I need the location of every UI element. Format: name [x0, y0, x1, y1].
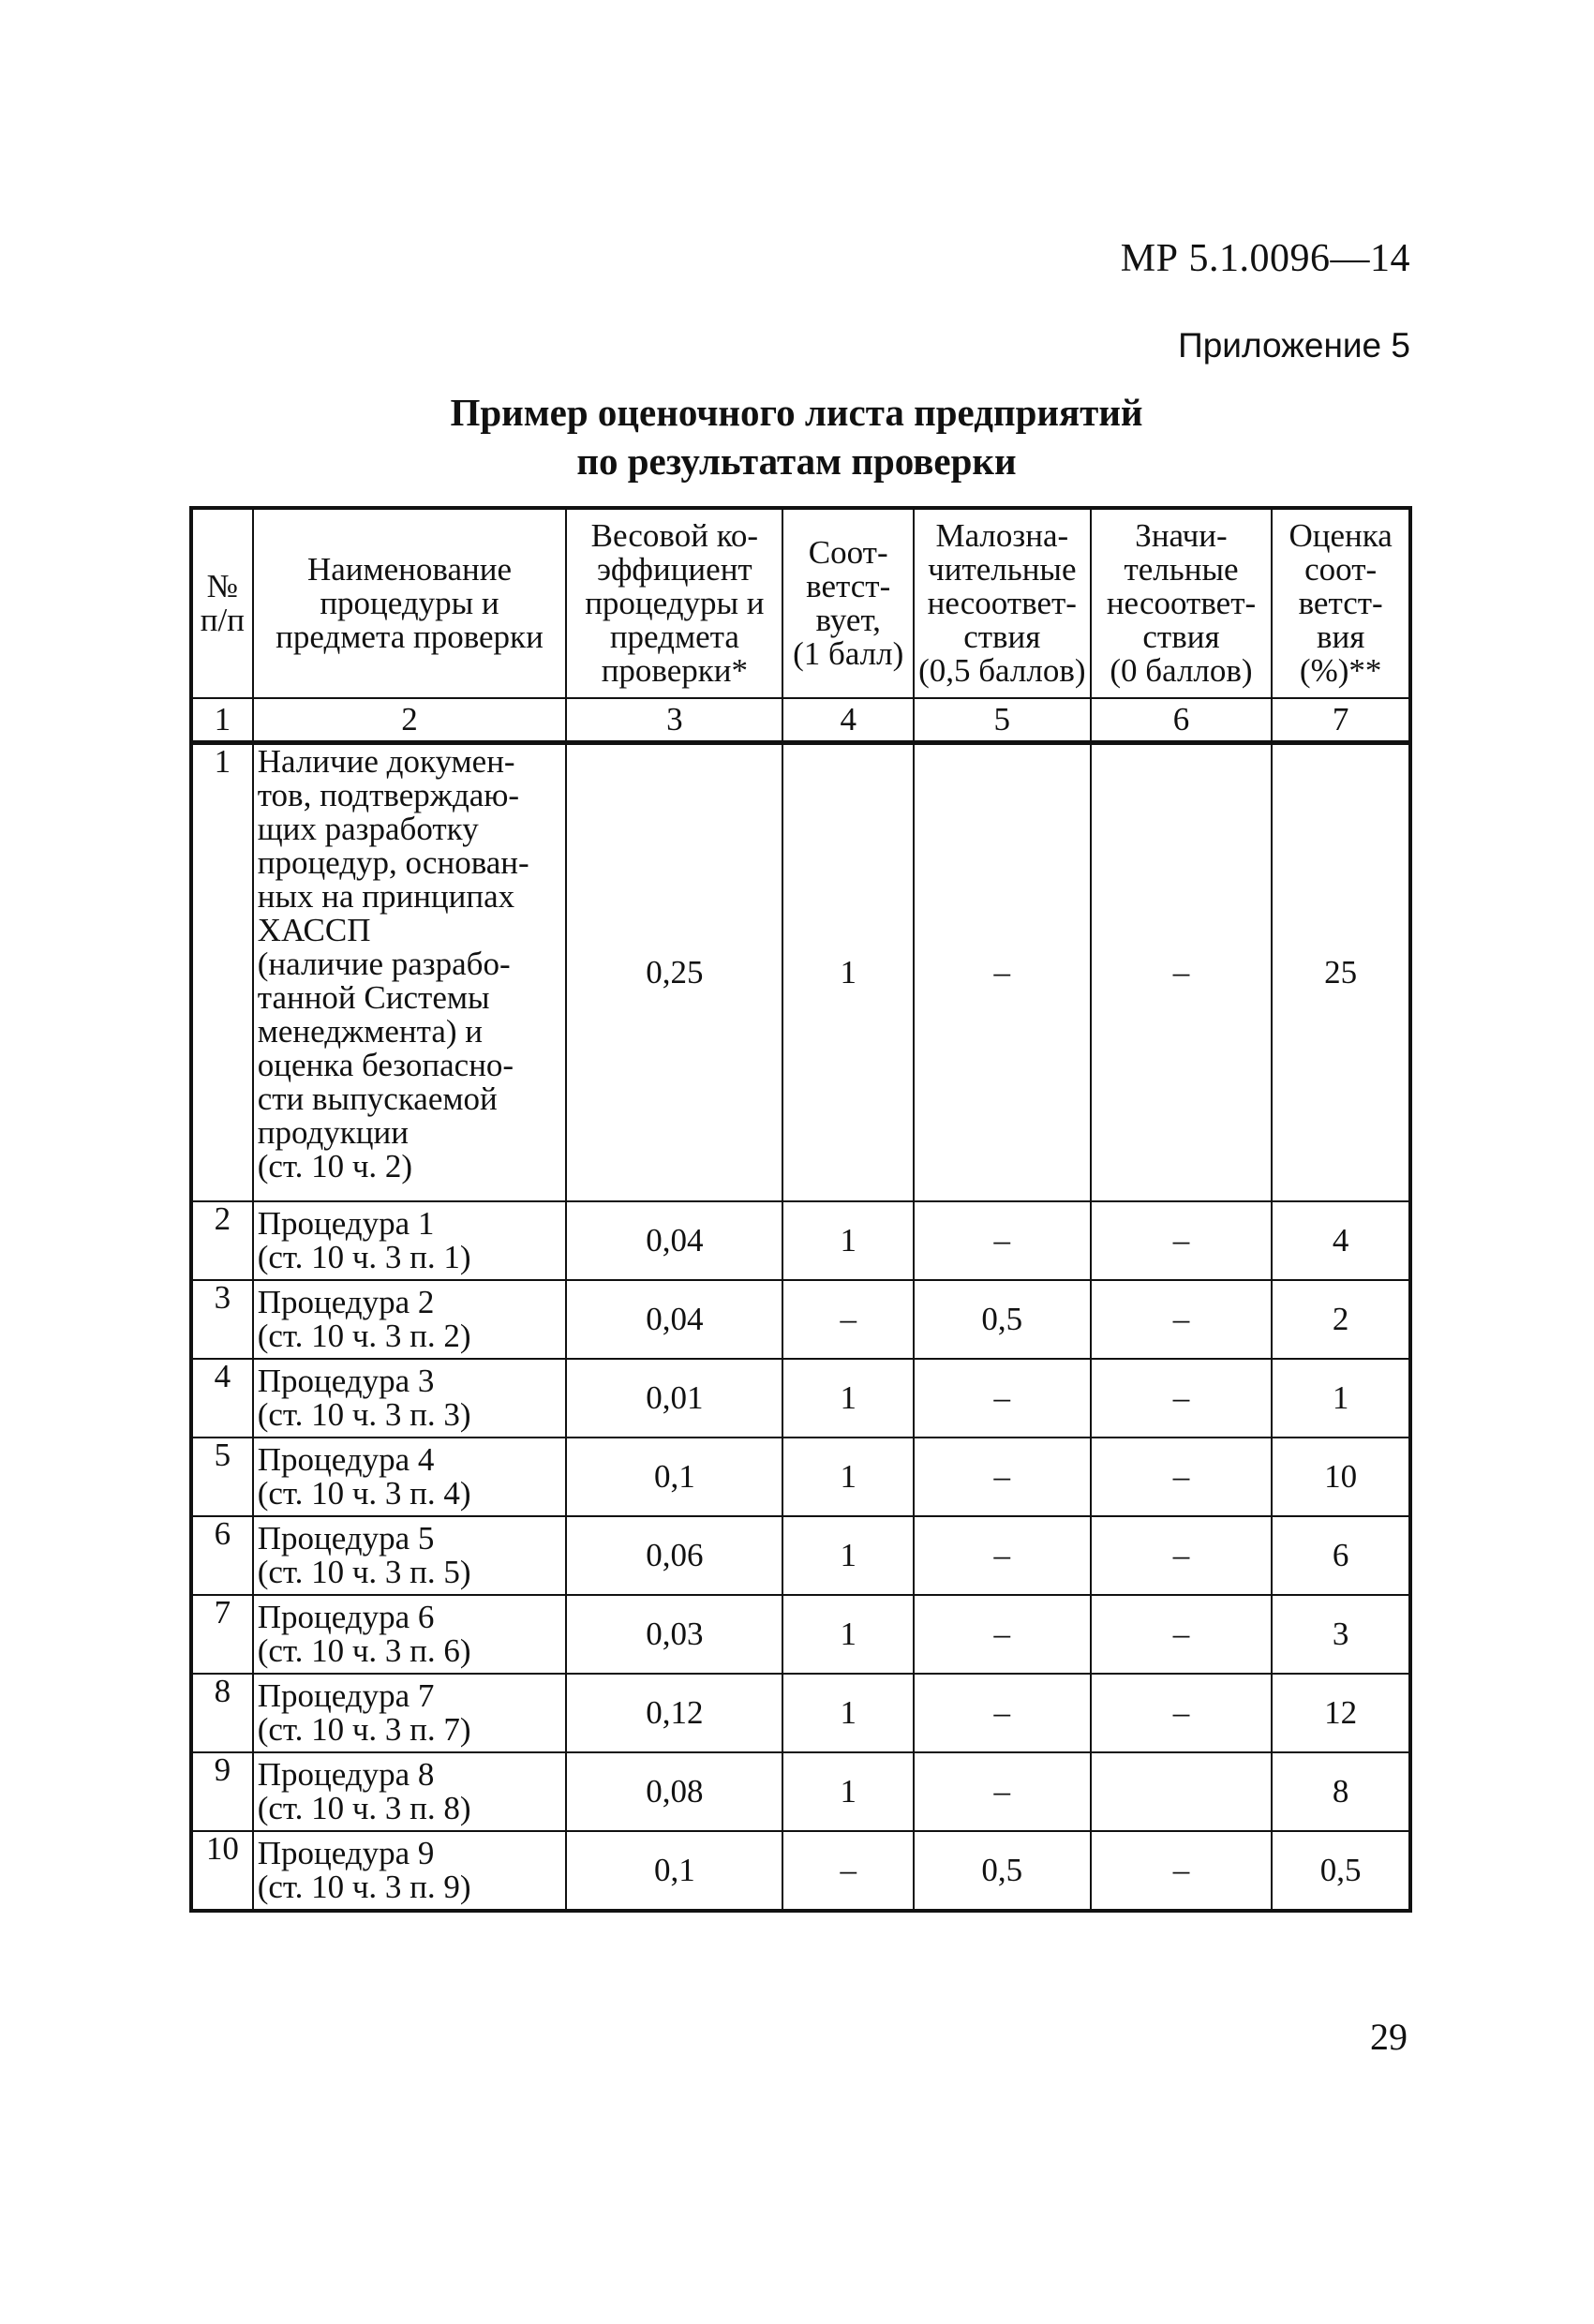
row-number: 7 — [191, 1595, 253, 1674]
conforms-cell: – — [782, 1831, 913, 1911]
score-cell: 6 — [1272, 1516, 1410, 1595]
header-line: № — [206, 568, 239, 604]
procedure-name — [253, 1201, 567, 1280]
column-number: 6 — [1091, 698, 1273, 743]
procedure-name-line: Процедура 8 — [257, 1756, 435, 1793]
header-line: (1 балл) — [793, 635, 904, 672]
procedure-name-line: (наличие разрабо- — [257, 946, 511, 982]
weight-cell: 0,1 — [566, 1438, 782, 1516]
header-line: Весовой ко- — [590, 517, 759, 554]
column-number: 2 — [253, 698, 567, 743]
header-line: предмета проверки — [276, 618, 544, 655]
score-cell: 0,5 — [1272, 1831, 1410, 1911]
major-cell: – — [1091, 1280, 1273, 1359]
header-line: ветст- — [1298, 585, 1383, 621]
column-header-number — [191, 508, 253, 698]
major-cell: – — [1091, 1516, 1273, 1595]
procedure-name-line: Наличие докумен- — [257, 743, 515, 780]
procedure-name — [253, 1516, 567, 1595]
table-row — [191, 743, 1410, 1202]
column-header-major — [1091, 508, 1273, 698]
header-line: эффициент — [597, 551, 752, 588]
minor-cell: – — [914, 1674, 1091, 1752]
score-cell: 3 — [1272, 1595, 1410, 1674]
row-number: 9 — [191, 1752, 253, 1831]
header-line: процедуры и — [320, 585, 499, 621]
weight-cell: 0,04 — [566, 1280, 782, 1359]
minor-cell: 0,5 — [914, 1280, 1091, 1359]
procedure-name-line: процедур, основан- — [257, 844, 529, 881]
weight-cell: 0,25 — [566, 743, 782, 1202]
major-cell: – — [1091, 1674, 1273, 1752]
header-line: проверки* — [601, 652, 749, 689]
procedure-name-line: (ст. 10 ч. 2) — [257, 1148, 413, 1184]
header-line: процедуры и — [585, 585, 765, 621]
header-line: чительные — [928, 551, 1077, 588]
major-cell: – — [1091, 1831, 1273, 1911]
conforms-cell: 1 — [782, 1752, 913, 1831]
procedure-name-line: Процедура 2 — [257, 1284, 435, 1320]
procedure-name-line: Процедура 4 — [257, 1441, 435, 1478]
column-number: 5 — [914, 698, 1091, 743]
header-line: несоответ- — [1106, 585, 1257, 621]
weight-cell: 0,03 — [566, 1595, 782, 1674]
header-line: Наименование — [306, 551, 513, 588]
procedure-name-line: оценка безопасно- — [257, 1047, 514, 1083]
weight-cell: 0,06 — [566, 1516, 782, 1595]
page-number: 29 — [1370, 2016, 1408, 2058]
procedure-name-line: менеджмента) и — [257, 1013, 484, 1050]
score-cell: 10 — [1272, 1438, 1410, 1516]
weight-cell: 0,08 — [566, 1752, 782, 1831]
procedure-name-line: тов, подтверждаю- — [257, 777, 520, 813]
score-cell: 12 — [1272, 1674, 1410, 1752]
procedure-name-line: ных на принципах — [257, 878, 515, 915]
column-number: 1 — [191, 698, 253, 743]
header-line: ствия — [963, 618, 1041, 655]
procedure-name-line: (ст. 10 ч. 3 п. 8) — [257, 1790, 471, 1826]
procedure-name — [253, 1595, 567, 1674]
score-cell: 1 — [1272, 1359, 1410, 1438]
conforms-cell: 1 — [782, 1516, 913, 1595]
table-row — [191, 1201, 1410, 1280]
header-line: (%)** — [1299, 652, 1382, 689]
procedure-name-line: танной Системы — [257, 979, 490, 1016]
page-title — [234, 388, 1359, 485]
procedure-name — [253, 743, 567, 1202]
minor-cell: – — [914, 1752, 1091, 1831]
table-row — [191, 1359, 1410, 1438]
title-line: Пример оценочного листа предприятий — [450, 391, 1143, 434]
header-line: Значи- — [1135, 517, 1228, 554]
assessment-table — [189, 506, 1412, 1913]
column-header-minor — [914, 508, 1091, 698]
row-number: 3 — [191, 1280, 253, 1359]
minor-cell: – — [914, 1595, 1091, 1674]
table-row — [191, 1280, 1410, 1359]
row-number: 2 — [191, 1201, 253, 1280]
procedure-name — [253, 1674, 567, 1752]
major-cell: – — [1091, 1201, 1273, 1280]
conforms-cell: 1 — [782, 1674, 913, 1752]
major-cell: – — [1091, 1438, 1273, 1516]
weight-cell: 0,12 — [566, 1674, 782, 1752]
score-cell: 25 — [1272, 743, 1410, 1202]
procedure-name — [253, 1831, 567, 1911]
procedure-name — [253, 1752, 567, 1831]
document-code: МР 5.1.0096—14 — [1120, 237, 1410, 280]
column-header-conforms — [782, 508, 913, 698]
row-number: 1 — [191, 743, 253, 1202]
table-row — [191, 1595, 1410, 1674]
procedure-name-line: Процедура 9 — [257, 1835, 435, 1871]
row-number: 8 — [191, 1674, 253, 1752]
header-line: предмета — [609, 618, 739, 655]
table-row — [191, 1516, 1410, 1595]
procedure-name-line: (ст. 10 ч. 3 п. 7) — [257, 1711, 471, 1748]
row-number: 4 — [191, 1359, 253, 1438]
table-row — [191, 1674, 1410, 1752]
column-header-name — [253, 508, 567, 698]
conforms-cell: 1 — [782, 1438, 913, 1516]
header-line: Соот- — [808, 534, 888, 571]
major-cell: – — [1091, 1595, 1273, 1674]
row-number: 5 — [191, 1438, 253, 1516]
score-cell: 8 — [1272, 1752, 1410, 1831]
header-line: (0,5 баллов) — [918, 652, 1086, 689]
minor-cell: 0,5 — [914, 1831, 1091, 1911]
column-header-weight — [566, 508, 782, 698]
conforms-cell: 1 — [782, 743, 913, 1202]
procedure-name-line: продукции — [257, 1114, 409, 1151]
procedure-name-line: (ст. 10 ч. 3 п. 6) — [257, 1632, 471, 1669]
header-line: ствия — [1142, 618, 1220, 655]
procedure-name-line: (ст. 10 ч. 3 п. 5) — [257, 1554, 471, 1590]
weight-cell: 0,04 — [566, 1201, 782, 1280]
row-number: 10 — [191, 1831, 253, 1911]
procedure-name-line: (ст. 10 ч. 3 п. 2) — [257, 1318, 471, 1354]
procedure-name-line: щих разработку — [257, 811, 479, 847]
procedure-name — [253, 1359, 567, 1438]
minor-cell: – — [914, 743, 1091, 1202]
procedure-name-line: Процедура 7 — [257, 1677, 435, 1714]
procedure-name-line: (ст. 10 ч. 3 п. 3) — [257, 1396, 471, 1433]
conforms-cell: 1 — [782, 1595, 913, 1674]
row-number: 6 — [191, 1516, 253, 1595]
procedure-name — [253, 1280, 567, 1359]
minor-cell: – — [914, 1359, 1091, 1438]
header-line: тельные — [1124, 551, 1239, 588]
header-line: вует, — [815, 602, 881, 638]
conforms-cell: 1 — [782, 1359, 913, 1438]
column-number: 3 — [566, 698, 782, 743]
header-line: ветст- — [806, 568, 891, 604]
procedure-name-line: (ст. 10 ч. 3 п. 1) — [257, 1239, 471, 1275]
procedure-name-line: Процедура 5 — [257, 1520, 435, 1557]
table-row — [191, 1438, 1410, 1516]
column-header-score — [1272, 508, 1410, 698]
minor-cell: – — [914, 1201, 1091, 1280]
procedure-name-line: (ст. 10 ч. 3 п. 9) — [257, 1869, 471, 1905]
score-cell: 4 — [1272, 1201, 1410, 1280]
appendix-label: Приложение 5 — [1178, 326, 1410, 365]
procedure-name-line: Процедура 1 — [257, 1205, 435, 1242]
procedure-name-line: Процедура 3 — [257, 1363, 435, 1399]
header-row — [191, 508, 1410, 698]
minor-cell: – — [914, 1516, 1091, 1595]
column-number: 4 — [782, 698, 913, 743]
header-line: вия — [1316, 618, 1365, 655]
weight-cell: 0,1 — [566, 1831, 782, 1911]
score-cell: 2 — [1272, 1280, 1410, 1359]
column-number: 7 — [1272, 698, 1410, 743]
weight-cell: 0,01 — [566, 1359, 782, 1438]
header-line: (0 баллов) — [1110, 652, 1253, 689]
header-line: соот- — [1304, 551, 1378, 588]
conforms-cell: 1 — [782, 1201, 913, 1280]
procedure-name-line: Процедура 6 — [257, 1599, 435, 1635]
major-cell: – — [1091, 743, 1273, 1202]
header-line: Малозна- — [935, 517, 1069, 554]
procedure-name-line: ХАССП — [257, 912, 371, 948]
procedure-name-line: сти выпускаемой — [257, 1080, 498, 1117]
table-row — [191, 1752, 1410, 1831]
major-cell — [1091, 1752, 1273, 1831]
procedure-name — [253, 1438, 567, 1516]
major-cell: – — [1091, 1359, 1273, 1438]
header-line: п/п — [200, 602, 245, 638]
minor-cell: – — [914, 1438, 1091, 1516]
procedure-name-line: (ст. 10 ч. 3 п. 4) — [257, 1475, 471, 1512]
column-number-row — [191, 698, 1410, 743]
table-row — [191, 1831, 1410, 1911]
header-line: Оценка — [1289, 517, 1393, 554]
header-line: несоответ- — [927, 585, 1077, 621]
title-line: по результатам проверки — [576, 439, 1017, 483]
conforms-cell: – — [782, 1280, 913, 1359]
